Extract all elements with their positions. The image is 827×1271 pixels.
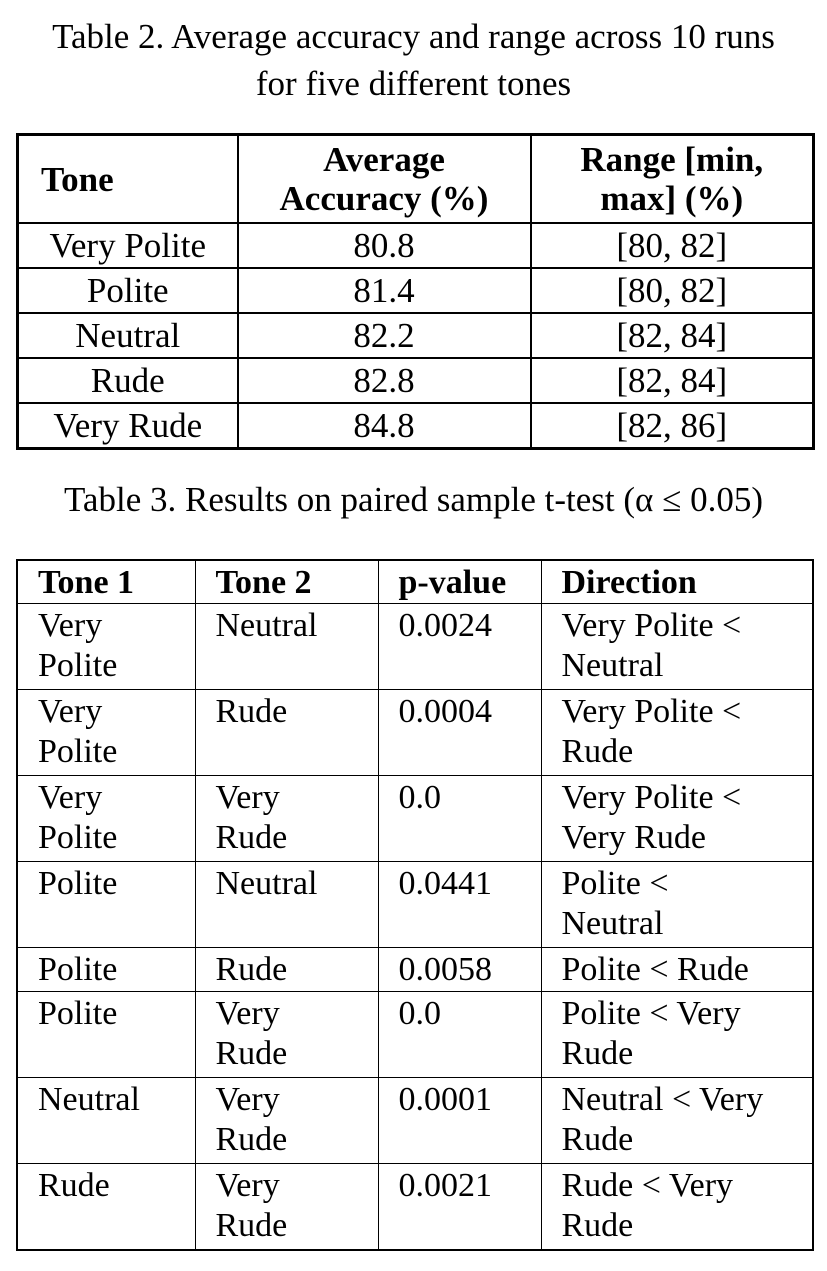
table3-cell-tone1-line: Very <box>38 607 103 644</box>
table2-row <box>18 403 814 449</box>
table2-header-avg <box>238 135 531 224</box>
table2-header-row <box>18 135 814 224</box>
table3-row <box>17 948 813 992</box>
table2-header-range-line2: max] (%) <box>600 179 744 218</box>
table3-cell-tone2-line: Rude <box>215 1207 288 1244</box>
table2-header-avg-line1: Average <box>323 140 445 179</box>
table3-cell-direction-line: Neutral < Very <box>561 1081 764 1118</box>
table3-cell-direction-line: Very Rude <box>561 819 706 856</box>
table3-cell-tone1-line: Polite <box>38 951 118 988</box>
table3-cell-tone2-line: Very <box>215 1167 280 1204</box>
table3-row <box>17 604 813 690</box>
table3-cell-pvalue: 0.0001 <box>378 1078 541 1164</box>
table3-row <box>17 776 813 862</box>
table2-cell-avg: 82.8 <box>238 358 531 403</box>
table3-row <box>17 992 813 1078</box>
table2-caption-line1: Table 2. Average accuracy and range across 10 runs <box>52 17 775 56</box>
table2-cell-avg: 84.8 <box>238 403 531 449</box>
table2-row <box>18 313 814 358</box>
table3-cell-tone2-line: Rude <box>215 1035 288 1072</box>
table3-cell-direction <box>541 992 813 1078</box>
table3-cell-direction-line: Polite < <box>561 865 669 902</box>
table3-header-tone2: Tone 2 <box>195 560 378 604</box>
table3-cell-tone2 <box>195 690 378 776</box>
table3-cell-direction <box>541 690 813 776</box>
table3-cell-tone1-line: Neutral <box>38 1081 140 1118</box>
table3-cell-pvalue: 0.0058 <box>378 948 541 992</box>
table3-cell-tone2-line: Neutral <box>215 607 318 644</box>
table3-cell-direction-line: Rude <box>561 1121 634 1158</box>
table2-cell-tone: Rude <box>18 358 238 403</box>
table3-cell-tone1 <box>17 948 195 992</box>
table2-cell-range: [82, 84] <box>531 313 814 358</box>
table2-header-avg-line2: Accuracy (%) <box>279 179 489 218</box>
table2 <box>16 133 815 450</box>
table3-cell-direction <box>541 1078 813 1164</box>
table3-cell-tone1 <box>17 690 195 776</box>
table2-cell-avg: 82.2 <box>238 313 531 358</box>
table3-cell-pvalue: 0.0024 <box>378 604 541 690</box>
table3-cell-tone2-line: Rude <box>215 1121 288 1158</box>
table3-cell-tone2-line: Very <box>215 1081 280 1118</box>
table3-row <box>17 1164 813 1250</box>
table3-cell-direction-line: Very Polite < <box>561 693 742 730</box>
table3-cell-tone1-line: Very <box>38 779 103 816</box>
table3-cell-direction-line: Polite < Very <box>561 995 741 1032</box>
table3-cell-tone1 <box>17 992 195 1078</box>
table3-cell-tone2-line: Very <box>215 995 280 1032</box>
table2-row <box>18 358 814 403</box>
table3-cell-pvalue: 0.0441 <box>378 862 541 948</box>
table3-cell-tone2-line: Very <box>215 779 280 816</box>
table2-cell-tone: Very Polite <box>18 223 238 268</box>
table3-cell-direction <box>541 948 813 992</box>
table3-cell-direction-line: Rude <box>561 1035 634 1072</box>
table2-cell-tone: Neutral <box>18 313 238 358</box>
table3-cell-tone1-line: Polite <box>38 733 118 770</box>
table2-cell-range: [82, 84] <box>531 358 814 403</box>
table3-row <box>17 862 813 948</box>
table3-cell-tone1 <box>17 776 195 862</box>
table3-cell-tone2-line: Rude <box>215 951 288 988</box>
table3-cell-tone1-line: Rude <box>38 1167 110 1204</box>
table3-row <box>17 690 813 776</box>
table3-cell-tone2-line: Rude <box>215 693 288 730</box>
table3-cell-tone2 <box>195 1078 378 1164</box>
table3-cell-direction-line: Rude < Very <box>561 1167 734 1204</box>
table2-cell-avg: 81.4 <box>238 268 531 313</box>
table3-cell-direction-line: Very Polite < <box>561 607 742 644</box>
table3-caption: Table 3. Results on paired sample t-test (α ≤ 0.05) <box>64 480 763 519</box>
table2-cell-tone: Polite <box>18 268 238 313</box>
table2-row <box>18 268 814 313</box>
table2-caption <box>0 13 827 107</box>
table3-cell-direction <box>541 776 813 862</box>
table3-header-tone1: Tone 1 <box>17 560 195 604</box>
table3-cell-tone2 <box>195 948 378 992</box>
table3-cell-tone2 <box>195 604 378 690</box>
table3-cell-tone2-line: Rude <box>215 819 288 856</box>
table3-cell-direction-line: Neutral <box>561 905 664 942</box>
table3-row <box>17 1078 813 1164</box>
table2-cell-range: [82, 86] <box>531 403 814 449</box>
table3-cell-tone1-line: Very <box>38 693 103 730</box>
table3 <box>16 559 814 1251</box>
table3-cell-tone2 <box>195 862 378 948</box>
table3-cell-direction-line: Very Polite < <box>561 779 742 816</box>
table3-cell-tone1 <box>17 604 195 690</box>
table3-cell-tone2 <box>195 992 378 1078</box>
table3-cell-pvalue: 0.0004 <box>378 690 541 776</box>
table3-cell-direction-line: Polite < Rude <box>561 951 749 988</box>
table2-header-range-line1: Range [min, <box>580 140 764 179</box>
table3-cell-tone1 <box>17 1164 195 1250</box>
table3-cell-tone2 <box>195 1164 378 1250</box>
table3-header-row <box>17 560 813 604</box>
table2-caption-line2: for five different tones <box>255 64 572 103</box>
table3-cell-tone1-line: Polite <box>38 819 118 856</box>
table2-cell-avg: 80.8 <box>238 223 531 268</box>
table3-cell-tone1-line: Polite <box>38 865 118 902</box>
table2-header-tone: Tone <box>18 135 238 224</box>
table3-cell-direction-line: Neutral <box>561 647 664 684</box>
table3-cell-direction <box>541 604 813 690</box>
table3-cell-pvalue: 0.0021 <box>378 1164 541 1250</box>
table3-cell-direction-line: Rude <box>561 733 634 770</box>
table2-cell-range: [80, 82] <box>531 223 814 268</box>
table3-cell-pvalue: 0.0 <box>378 992 541 1078</box>
table3-cell-tone2 <box>195 776 378 862</box>
table3-cell-tone1-line: Polite <box>38 995 118 1032</box>
table3-cell-direction-line: Rude <box>561 1207 634 1244</box>
table2-cell-tone: Very Rude <box>18 403 238 449</box>
table2-header-range <box>531 135 814 224</box>
table3-header-pvalue: p-value <box>378 560 541 604</box>
table3-cell-direction <box>541 1164 813 1250</box>
table3-cell-pvalue: 0.0 <box>378 776 541 862</box>
table3-cell-direction <box>541 862 813 948</box>
table2-cell-range: [80, 82] <box>531 268 814 313</box>
table3-cell-tone1-line: Polite <box>38 647 118 684</box>
table3-cell-tone2-line: Neutral <box>215 865 318 902</box>
table3-cell-tone1 <box>17 1078 195 1164</box>
table3-cell-tone1 <box>17 862 195 948</box>
table3-header-direction: Direction <box>541 560 813 604</box>
table2-row <box>18 223 814 268</box>
